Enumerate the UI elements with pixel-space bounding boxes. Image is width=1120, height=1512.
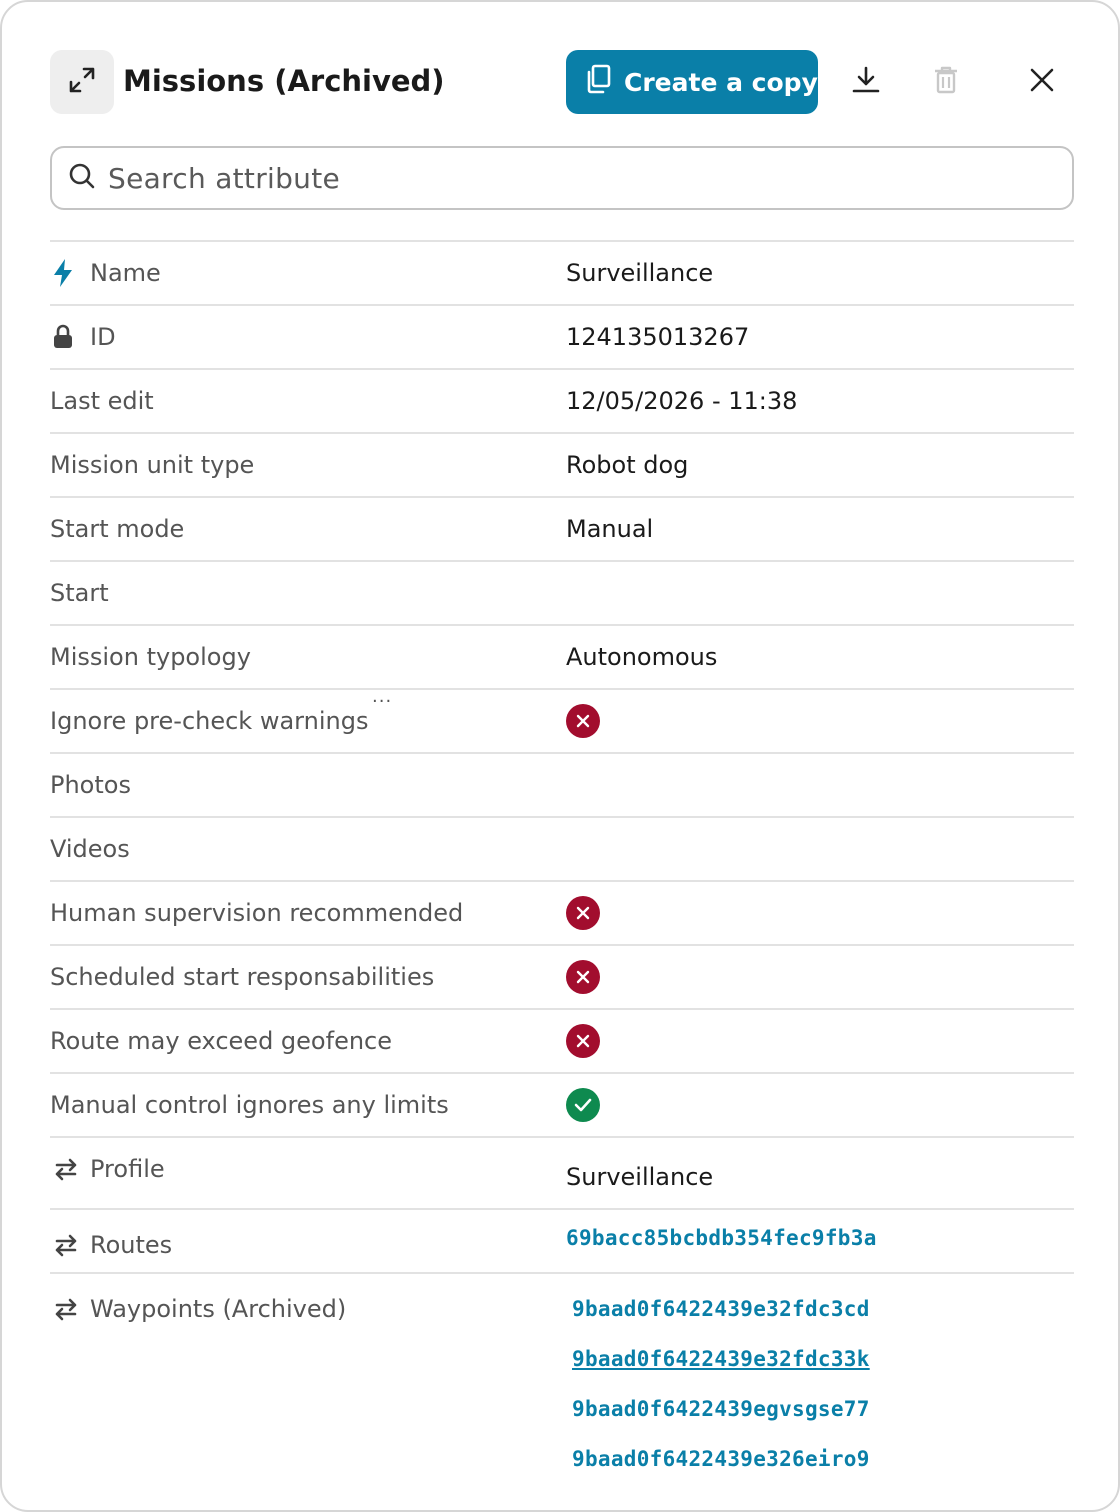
attribute-profile-value: Surveillance [566,1163,714,1191]
waypoint-link[interactable]: 9baad0f6422439e32fdc33k [572,1347,870,1371]
more-options-button[interactable]: ... [372,686,393,707]
attribute-start-mode-value: Manual [566,515,654,543]
attribute-geofence-label: Route may exceed geofence [50,1027,392,1055]
attribute-scheduled-start-value [566,946,600,1008]
search-field[interactable] [50,146,1074,210]
attribute-unit-type-value: Robot dog [566,451,689,479]
relation-arrows-icon [52,1155,84,1183]
row-label [50,306,116,368]
false-x-icon [566,960,600,994]
attribute-typology-value: Autonomous [566,643,718,671]
table-row [50,242,1074,306]
table-row [50,370,1074,434]
table-row [50,1074,1074,1138]
close-icon [1029,67,1055,97]
expand-button[interactable] [50,50,114,114]
attribute-name-label: Name [90,259,161,287]
row-label [50,1214,172,1276]
attribute-waypoints-label: Waypoints (Archived) [90,1295,347,1323]
download-button[interactable] [842,58,890,106]
table-row [50,1010,1074,1074]
attribute-scheduled-start-label: Scheduled start responsabilities [50,963,435,991]
trash-icon [933,65,959,99]
attribute-human-supervision-label: Human supervision recommended [50,899,464,927]
table-row [50,754,1074,818]
attribute-videos-label: Videos [50,835,130,863]
expand-icon [67,65,97,99]
table-row [50,882,1074,946]
attribute-id-label: ID [90,323,116,351]
attribute-profile-label: Profile [90,1155,165,1183]
delete-button[interactable] [922,58,970,106]
false-x-icon [566,896,600,930]
table-row [50,946,1074,1010]
table-row [50,434,1074,498]
attribute-photos-label: Photos [50,771,131,799]
bolt-icon [52,258,84,288]
attribute-last-edit-value: 12/05/2026 - 11:38 [566,387,798,415]
copy-icon [586,64,612,100]
relation-arrows-icon [52,1295,84,1323]
waypoint-list [572,1284,870,1484]
attribute-unit-type-label: Mission unit type [50,451,255,479]
attribute-manual-control-label: Manual control ignores any limits [50,1091,449,1119]
search-icon [68,162,96,194]
attribute-last-edit-label: Last edit [50,387,154,415]
false-x-icon [566,1024,600,1058]
create-copy-label: Create a copy [624,67,818,97]
table-row [50,1138,1074,1210]
attribute-start-label: Start [50,579,109,607]
attribute-routes-label: Routes [90,1231,173,1259]
table-row [50,1274,1074,1512]
attribute-name-value: Surveillance [566,259,714,287]
attribute-typology-label: Mission typology [50,643,251,671]
relation-arrows-icon [52,1231,84,1259]
attribute-table [50,240,1074,1512]
row-label [50,1278,346,1340]
waypoint-link[interactable]: 9baad0f6422439egvsgse77 [572,1397,870,1421]
table-row [50,306,1074,370]
route-link[interactable]: 69bacc85bcbdb354fec9fb3a [566,1226,877,1250]
page-title: Missions (Archived) [123,64,445,98]
row-label [50,1138,165,1200]
attribute-ignore-precheck-label: Ignore pre-check warnings [50,707,369,735]
table-row [50,818,1074,882]
lock-icon [52,324,84,350]
row-label [50,242,161,304]
waypoint-link[interactable]: 9baad0f6422439e326eiro9 [572,1447,870,1471]
table-row [50,626,1074,690]
table-row [50,1210,1074,1274]
table-row [50,686,1074,754]
attribute-routes-value [566,1207,877,1269]
attribute-geofence-value [566,1010,600,1072]
true-check-icon [566,1088,600,1122]
table-row [50,562,1074,626]
close-button[interactable] [1018,58,1066,106]
attribute-id-value: 124135013267 [566,323,750,351]
attribute-ignore-precheck-value [566,690,600,752]
table-row [50,498,1074,562]
attribute-human-supervision-value [566,882,600,944]
download-icon [851,65,881,99]
search-input[interactable] [108,162,1072,195]
false-x-icon [566,704,600,738]
waypoint-link[interactable]: 9baad0f6422439e32fdc3cd [572,1297,870,1321]
create-copy-button[interactable] [566,50,818,114]
attribute-start-mode-label: Start mode [50,515,185,543]
attribute-manual-control-value [566,1074,600,1136]
